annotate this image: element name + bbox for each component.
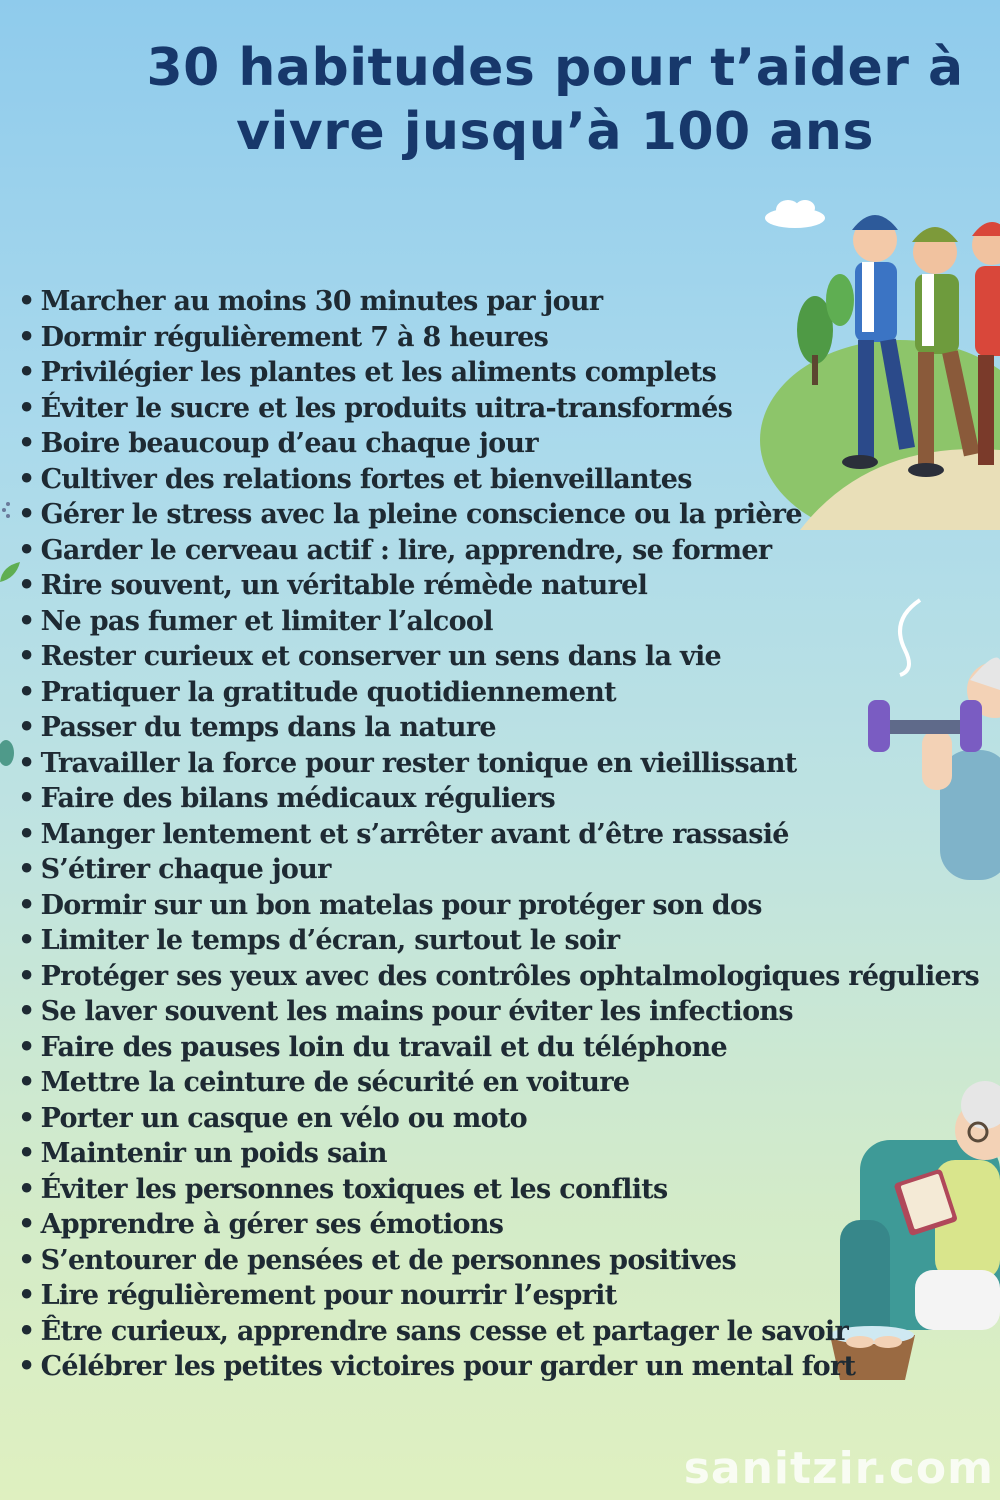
list-item: • S’étirer chaque jour — [18, 852, 978, 888]
list-item: • Manger lentement et s’arrêter avant d’être rassasié — [18, 817, 978, 853]
list-item: • Dormir régulièrement 7 à 8 heures — [18, 320, 978, 356]
habit-list — [18, 284, 978, 1385]
sparkle-icon — [0, 500, 16, 520]
list-item: • Être curieux, apprendre sans cesse et partager le savoir — [18, 1314, 978, 1350]
leaf-icon — [0, 738, 16, 768]
list-item: • Célébrer les petites victoires pour garder un mental fort — [18, 1349, 978, 1385]
list-item: • Mettre la ceinture de sécurité en voiture — [18, 1065, 978, 1101]
list-item: • Maintenir un poids sain — [18, 1136, 978, 1172]
list-item: • Passer du temps dans la nature — [18, 710, 978, 746]
page-title — [120, 36, 990, 164]
list-item: • Dormir sur un bon matelas pour protéger son dos — [18, 888, 978, 924]
list-item: • Éviter le sucre et les produits uitra-transformés — [18, 391, 978, 427]
list-item: • Garder le cerveau actif : lire, apprendre, se former — [18, 533, 978, 569]
list-item: • Limiter le temps d’écran, surtout le soir — [18, 923, 978, 959]
list-item: • Protéger ses yeux avec des contrôles ophtalmologiques réguliers — [18, 959, 978, 995]
moon-icon — [0, 322, 20, 344]
list-item: • S’entourer de pensées et de personnes positives — [18, 1243, 978, 1279]
list-item: • Lire régulièrement pour nourrir l’esprit — [18, 1278, 978, 1314]
list-item: • Apprendre à gérer ses émotions — [18, 1207, 978, 1243]
list-item: • Faire des pauses loin du travail et du téléphone — [18, 1030, 978, 1066]
list-item: • Se laver souvent les mains pour éviter les infections — [18, 994, 978, 1030]
title-line-1: 30 habitudes pour t’aider à — [146, 38, 964, 98]
watermark: sanitzir.com — [683, 1443, 994, 1494]
list-item: • Faire des bilans médicaux réguliers — [18, 781, 978, 817]
list-item: • Boire beaucoup d’eau chaque jour — [18, 426, 978, 462]
leaf-icon — [0, 562, 20, 584]
list-item: • Rire souvent, un véritable rémède naturel — [18, 568, 978, 604]
list-item: • Gérer le stress avec la pleine conscience ou la prière — [18, 497, 978, 533]
list-item: • Ne pas fumer et limiter l’alcool — [18, 604, 978, 640]
list-item: • Rester curieux et conserver un sens dans la vie — [18, 639, 978, 675]
list-item: • Porter un casque en vélo ou moto — [18, 1101, 978, 1137]
list-item: • Cultiver des relations fortes et bienveillantes — [18, 462, 978, 498]
list-item: • Privilégier les plantes et les aliments complets — [18, 355, 978, 391]
list-item: • Éviter les personnes toxiques et les conflits — [18, 1172, 978, 1208]
list-item: • Marcher au moins 30 minutes par jour — [18, 284, 978, 320]
title-line-2: vivre jusqu’à 100 ans — [236, 102, 874, 162]
list-item: • Travailler la force pour rester tonique en vieillissant — [18, 746, 978, 782]
list-item: • Pratiquer la gratitude quotidiennement — [18, 675, 978, 711]
